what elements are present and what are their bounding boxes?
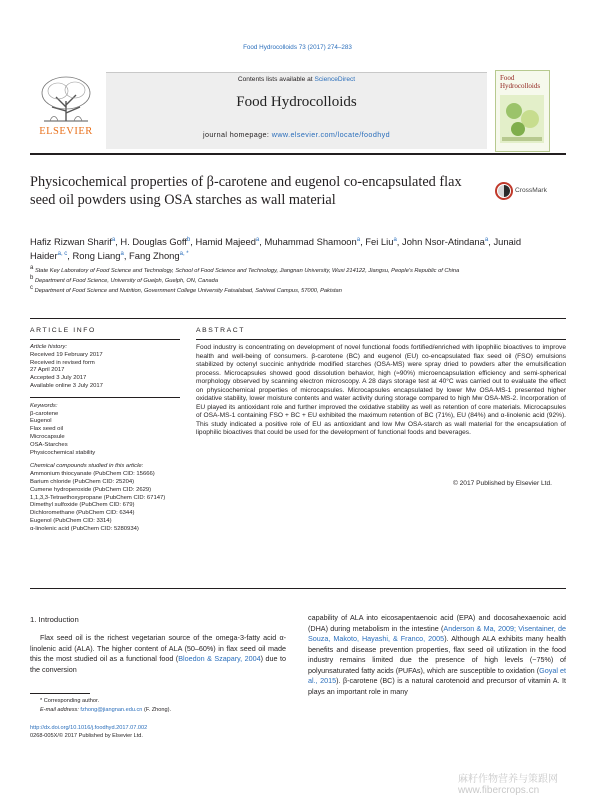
journal-cover-thumbnail[interactable]: [495, 70, 550, 152]
compound-item: Dichloromethane (PubChem CID: 6344): [30, 510, 135, 517]
section-heading-introduction: 1. Introduction: [30, 615, 79, 624]
contents-line: [106, 76, 487, 83]
affiliation-item: [30, 286, 566, 296]
citation-link[interactable]: Anderson & Ma, 2009; Visentainer, de Souza, Makoto, Hayashi, & Franco, 2005: [308, 623, 567, 643]
header-divider: [30, 153, 566, 155]
citation-link[interactable]: Bloedon & Szapary, 2004: [178, 654, 261, 663]
intro-text: capability of ALA into eicosapentaenoic acid (EPA) and docosahexaenoic acid (DHA) during metabolism in the intestine (: [308, 613, 566, 633]
doi-link[interactable]: http://dx.doi.org/10.1016/j.foodhyd.2017.07.002: [30, 725, 148, 731]
compounds-list: [30, 471, 180, 533]
author-affiliation-mark[interactable]: a, *: [179, 250, 189, 257]
issn-line: 0268-005X/© 2017 Published by Elsevier Ltd.: [30, 733, 143, 739]
cover-title-line2: Hydrocolloids: [500, 82, 541, 90]
keyword-item: β-carotene: [30, 410, 59, 417]
corresponding-author-note: * Corresponding author.: [40, 698, 100, 704]
author-name[interactable]: Fei Liu: [365, 236, 394, 247]
author-name[interactable]: Hafiz Rizwan Sharif: [30, 236, 112, 247]
intro-text: Flax seed oil is the richest vegetarian source of the omega-3-fatty acid α-linolenic acid (ALA). The higher content of ALA (50–60%) in flax seed oil made this the most studied oil as a functional food (: [30, 633, 286, 663]
compounds-block: [30, 463, 180, 533]
email-label: E-mail address:: [40, 706, 81, 713]
compound-item: α-linolenic acid (PubChem CID: 5280934): [30, 525, 139, 532]
author-affiliation-mark[interactable]: a, c: [57, 250, 68, 257]
compound-item: Ammonium thiocyanate (PubChem CID: 15666): [30, 471, 155, 478]
affiliation-text: State Key Laboratory of Food Science and Technology, School of Food Science and Technology, Jiangnan University, Wuxi 214122, Jiangsu, People's Republic of China: [34, 268, 460, 274]
article-info-rule: [30, 339, 180, 340]
keywords-heading: Keywords:: [30, 402, 58, 409]
author-affiliation-mark[interactable]: a: [393, 236, 397, 243]
watermark-text: 麻籽作物营养与策跟网 www.fibercrops.cn: [458, 774, 558, 796]
info-separator: [30, 397, 180, 398]
affiliation-text: Department of Food Science and Nutrition, Government College University Faisalabad, Sahiwal Campus, 57000, Pakistan: [34, 288, 342, 294]
footnotes: [40, 697, 290, 714]
keywords-block: [30, 403, 180, 458]
keyword-item: Flax seed oil: [30, 426, 64, 433]
intro-text: ) due to the conversion: [30, 654, 287, 674]
compound-item: 1,1,3,3-Tetraethoxypropane (PubChem CID: 67147): [30, 494, 166, 501]
author-name[interactable]: Rong Liang: [72, 250, 121, 261]
compound-item: Dimethyl sulfoxide (PubChem CID: 679): [30, 502, 135, 509]
keyword-item: Eugenol: [30, 418, 52, 425]
history-item: Available online 3 July 2017: [30, 382, 103, 389]
cover-artwork: [500, 95, 544, 143]
crossmark-label[interactable]: CrossMark: [515, 187, 547, 194]
affiliation-mark: c: [30, 285, 33, 292]
keyword-item: Microcapsule: [30, 433, 65, 440]
author-name[interactable]: Junaid Haider: [30, 236, 522, 261]
affiliation-item: [30, 266, 566, 276]
cover-title-line1: Food: [500, 74, 515, 82]
author-separator: ,: [488, 236, 494, 247]
author-separator: ,: [123, 250, 130, 261]
author-name[interactable]: Hamid Majeed: [195, 236, 256, 247]
article-title: Physicochemical properties of β-carotene and eugenol co-encapsulated flax seed oil powders using OSA starches as wall material: [30, 174, 462, 208]
article-info-label: ARTICLE INFO: [30, 327, 96, 334]
history-list: [30, 352, 180, 391]
homepage-link[interactable]: www.elsevier.com/locate/foodhyd: [271, 130, 391, 139]
abstract-bottom-rule: [30, 588, 566, 589]
history-item: Received 19 February 2017: [30, 351, 103, 358]
author-separator: ,: [67, 250, 73, 261]
author-affiliation-mark[interactable]: a: [120, 250, 124, 257]
introduction-right-column: [308, 613, 566, 697]
intro-text: ). Although ALA exhibits many health benefits and disease prevention properties, flax seed oil utilization in the food industry remains limited due the presence of high levels (~75%) of polyunsaturated fatty acids (PUFAs), which are susceptible to oxidation (: [308, 634, 566, 675]
email-note: [40, 706, 290, 715]
citation-link[interactable]: Goyal et al., 2015: [308, 665, 566, 685]
affiliations: [30, 266, 566, 296]
history-heading: Article history:: [30, 344, 67, 350]
article-history: [30, 344, 180, 391]
author-list: [30, 235, 550, 263]
abstract-rule: [196, 339, 566, 340]
author-separator: ,: [115, 236, 121, 247]
keywords-list: [30, 411, 180, 458]
footnote-rule: [30, 693, 90, 694]
cover-title: [500, 74, 546, 90]
affiliation-item: [30, 276, 566, 286]
sciencedirect-link[interactable]: ScienceDirect: [314, 76, 356, 83]
author-separator: ,: [259, 236, 265, 247]
author-name[interactable]: H. Douglas Goff: [120, 236, 187, 247]
abstract-label: ABSTRACT: [196, 327, 246, 334]
compounds-heading: Chemical compounds studied in this article:: [30, 463, 144, 470]
affiliation-mark: a: [30, 265, 34, 272]
author-separator: ,: [190, 236, 196, 247]
history-item: 27 April 2017: [30, 367, 65, 374]
journal-name: Food Hydrocolloids: [236, 94, 357, 110]
journal-homepage-line: [106, 130, 487, 139]
compound-item: Cumene hydroperoxide (PubChem CID: 2629): [30, 486, 152, 493]
front-matter-divider: [30, 318, 566, 319]
affiliation-text: Department of Food Science, University of Guelph, Guelph, ON, Canada: [34, 278, 218, 284]
author-affiliation-mark[interactable]: a: [111, 236, 116, 243]
history-item: Received in revised form: [30, 359, 95, 366]
compound-item: Barium chloride (PubChem CID: 25204): [30, 478, 135, 485]
email-link[interactable]: fzhong@jiangnan.edu.cn: [80, 706, 143, 713]
keyword-item: OSA-Starches: [30, 441, 68, 448]
author-name[interactable]: John Nsor-Atindana: [402, 236, 485, 247]
abstract-copyright: © 2017 Published by Elsevier Ltd.: [452, 480, 552, 487]
email-suffix: (F. Zhong).: [142, 706, 172, 713]
homepage-prefix: journal homepage:: [202, 130, 272, 139]
publisher-name: ELSEVIER: [39, 126, 93, 137]
author-affiliation-mark[interactable]: a: [255, 236, 260, 243]
author-affiliation-mark[interactable]: b: [186, 236, 191, 243]
introduction-left-column: [30, 633, 286, 675]
journal-reference[interactable]: Food Hydrocolloids 73 (2017) 274–283: [243, 44, 352, 51]
author-affiliation-mark[interactable]: a: [484, 236, 489, 243]
compound-item: Eugenol (PubChem CID: 3314): [30, 517, 112, 524]
article-info-column: [30, 344, 180, 540]
affiliation-mark: b: [30, 275, 34, 282]
intro-text: ). β-carotene (BC) is a natural carotenoid and precursor of vitamin A. It plays an important role in many: [308, 676, 567, 696]
contents-prefix: Contents lists available at: [237, 76, 315, 83]
author-affiliation-mark[interactable]: a: [356, 236, 361, 243]
author-separator: ,: [396, 236, 402, 247]
abstract-text: Food industry is concentrating on development of novel functional foods fortified/enriched with lipophilic bioactives to improve health and well-being of consumers. β-carotene (BC) and eugenol (EU) co-encapsulated flax seed oil (FSO) emulsions stabilized by octenyl succinic anhydride modified starches (OSA-MS) were spray dried to powders after the emulsification process. Microcapsules showed good dissolution behavior, high (≈90%) microencapsulation efficiency and semi-spherical morphology observed by scanning electron microscopy. A 28 days storage test at 40°C was carried out to evaluate the effect on physicochemical properties of microcapsules. Microcapsules encapsulated by lower Mw OSA-MS-1 presented higher oxidative stability, lower moisture contents and water activity during storage compared to high Mw OSA-MS-2. Incorporation of EU played its antioxidant role and further improved the oxidative stability as well as retention of core materials. Microcapsules of OSA-MS-1 containing FSO + BC + EU exhibited the maximum retention of BC (71%), EU (84%) and α-linolenic acid (92%). This study indicated a positive role of EU as antioxidant and low Mw OSA-starch as wall material for the encapsulation of lipophilic bioactives that could be used for the development of functional foods and beverages.: [196, 344, 566, 437]
author-separator: ,: [360, 236, 366, 247]
history-item: Accepted 3 July 2017: [30, 375, 87, 382]
keyword-item: Physicochemical stability: [30, 449, 96, 456]
author-name[interactable]: Fang Zhong: [129, 250, 180, 261]
author-name[interactable]: Muhammad Shamoon: [264, 236, 357, 247]
